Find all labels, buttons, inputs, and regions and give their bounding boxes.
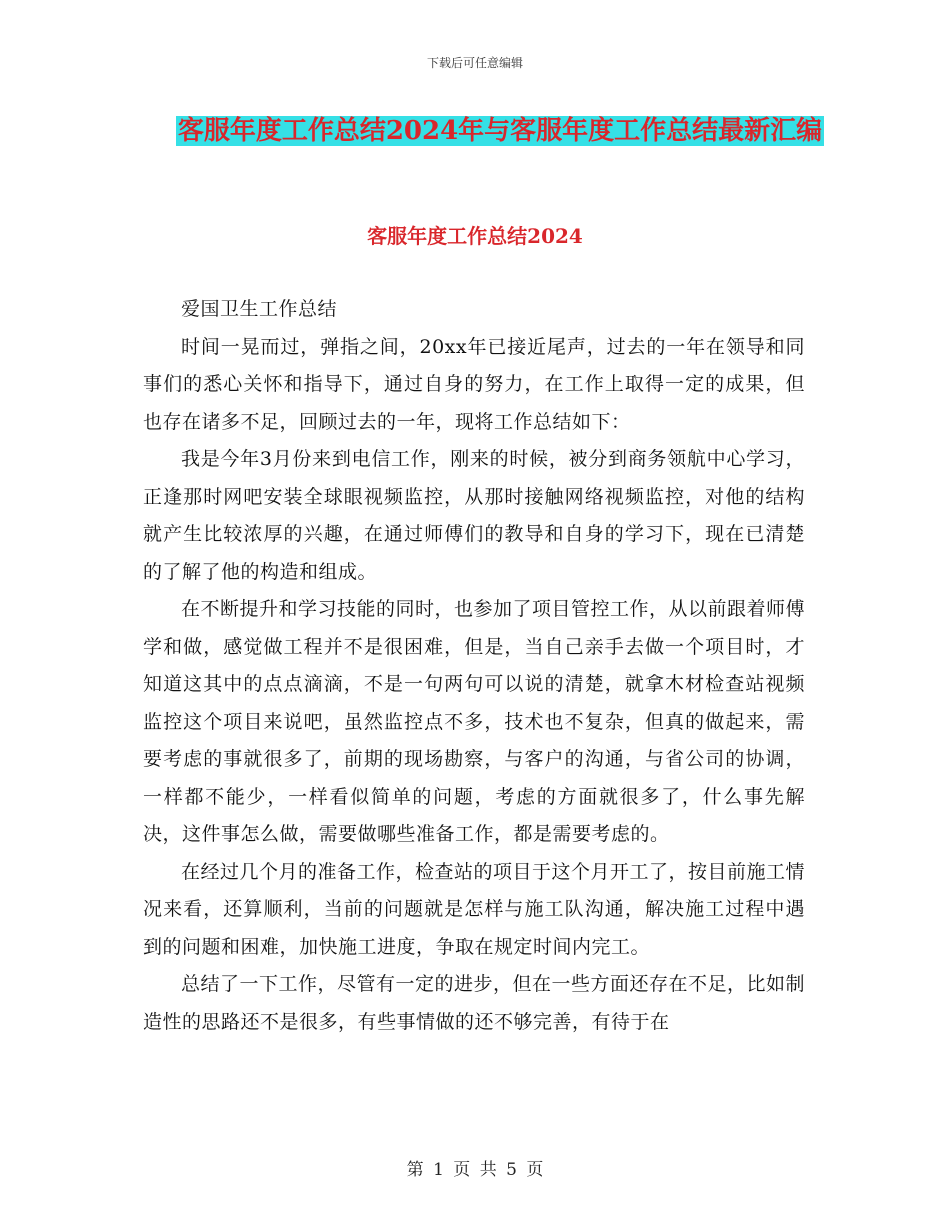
paragraph-1: 爱国卫生工作总结: [181, 298, 338, 320]
section-title: 客服年度工作总结2024: [367, 224, 583, 248]
paragraph-3: 我是今年3月份来到电信工作，刚来的时候，被分到商务领航中心学习，正逢那时网吧安装全球眼视频监控，从那时接触网络视频监控，对他的结构就产生比较浓厚的兴趣，在通过师傅们的教导和自身的学习下，现在已清楚的了解了他的构造和组成。: [143, 448, 805, 583]
document-body: [143, 291, 805, 1041]
header-note: 下载后可任意编辑: [426, 56, 523, 70]
document-title: [140, 108, 860, 154]
paragraph-2: 时间一晃而过，弹指之间，20xx年已接近尾声，过去的一年在领导和同事们的悉心关怀和指导下，通过自身的努力，在工作上取得一定的成果，但也存在诸多不足，回顾过去的一年，现将工作总结如下：: [143, 335, 805, 433]
document-title-highlight: 客服年度工作总结2024年与客服年度工作总结最新汇编: [177, 116, 823, 146]
paragraph-5: 在经过几个月的准备工作，检查站的项目于这个月开工了，按目前施工情况来看，还算顺利，当前的问题就是怎样与施工队沟通，解决施工过程中遇到的问题和困难，加快施工进度，争取在规定时间内完工。: [143, 860, 806, 958]
page-number: 第 1 页 共 5 页: [406, 1160, 544, 1180]
paragraph-4: 在不断提升和学习技能的同时，也参加了项目管控工作，从以前跟着师傅学和做，感觉做工程并不是很困难，但是，当自己亲手去做一个项目时，才知道这其中的点点滴滴，不是一句两句可以说的清楚，就拿木材检查站视频监控这个项目来说吧，虽然监控点不多，技术也不复杂，但真的做起来，需要考虑的事就很多了，前期的现场勘察，与客户的沟通，与省公司的协调，一样都不能少，一样看似简单的问题，考虑的方面就很多了，什么事先解决，这件事怎么做，需要做哪些准备工作，都是需要考虑的。: [143, 598, 806, 845]
paragraph-6: 总结了一下工作，尽管有一定的进步，但在一些方面还存在不足，比如制造性的思路还不是很多，有些事情做的还不够完善，有待于在: [143, 973, 806, 1033]
